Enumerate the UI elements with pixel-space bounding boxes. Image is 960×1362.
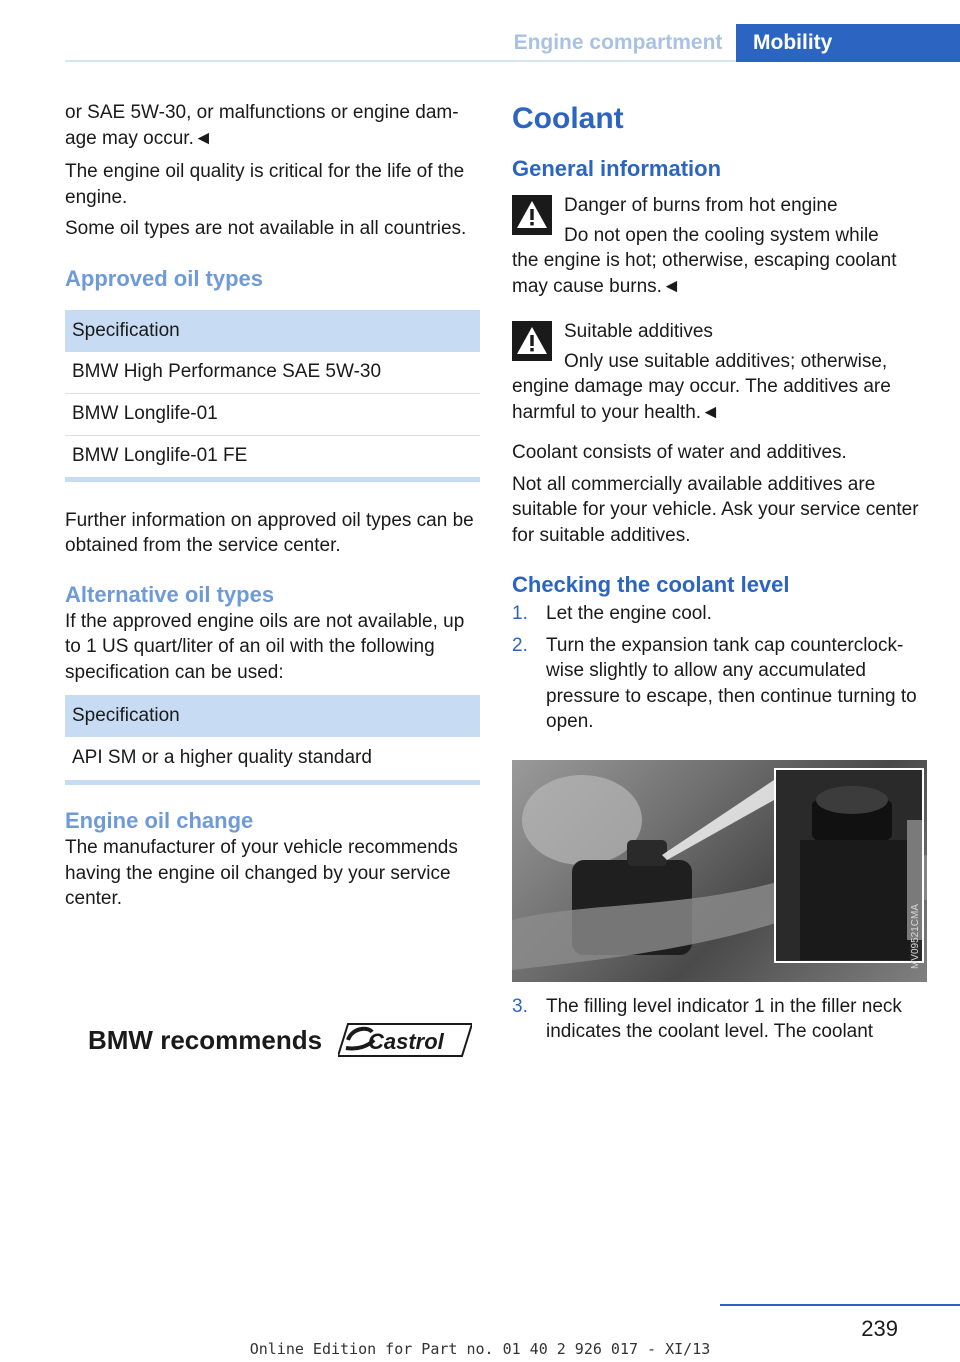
warning-text: engine damage may occur. The additives are harmful to your health.◄ xyxy=(512,376,891,423)
checking-coolant-heading: Checking the coolant level xyxy=(512,572,790,597)
table-end-rule xyxy=(65,780,480,785)
table-row: BMW Longlife-01 FE xyxy=(72,445,248,466)
castrol-brand-icon xyxy=(338,1022,472,1058)
table-header: Specification xyxy=(65,695,480,737)
warning-block xyxy=(512,319,927,425)
table-row: BMW Longlife-01 xyxy=(65,393,480,435)
castrol-brand-text: Castrol xyxy=(368,1029,444,1054)
list-item xyxy=(512,994,927,1045)
table-header: Specification xyxy=(65,310,480,352)
approved-oil-table xyxy=(65,310,480,477)
coolant-tank-photo xyxy=(512,760,927,982)
step-text: Let the engine cool. xyxy=(546,603,712,624)
paragraph: Further information on approved oil types can be obtained from the service center. xyxy=(65,509,474,556)
step-text: The filling level indicator 1 in the filler neck indicates the coolant level. The coolant xyxy=(546,995,902,1042)
approved-oil-heading: Approved oil types xyxy=(65,265,264,291)
photo-code: MV09521CMA xyxy=(910,904,921,970)
step-number: 2. xyxy=(512,634,528,656)
alternative-oil-table xyxy=(65,695,480,778)
warning-text: the engine is hot; otherwise, escaping coolant may cause burns.◄ xyxy=(512,250,897,297)
paragraph: Some oil types are not available in all countries. xyxy=(65,218,467,239)
alternative-oil-heading: Alternative oil types xyxy=(65,581,275,607)
general-information-heading: General information xyxy=(512,156,722,181)
warning-text: Only use suitable additives; otherwise, xyxy=(564,350,888,372)
warning-triangle-icon xyxy=(512,321,552,361)
steps-list xyxy=(512,601,927,735)
paragraph: The engine oil quality is critical for the life of the engine. xyxy=(65,161,465,208)
footer-rule xyxy=(720,1304,960,1306)
header-tab-mobility[interactable]: Mobility xyxy=(736,24,960,62)
warning-text: Do not open the cooling system while xyxy=(564,224,879,246)
page-number: 239 xyxy=(861,1316,898,1341)
step-text: Turn the expansion tank cap counterclockwise slightly to allow any accumulated pressure to escape, then continue turning to open. xyxy=(546,634,917,732)
warning-title: Danger of burns from hot engine xyxy=(564,195,838,216)
right-column xyxy=(512,101,927,1045)
table-row: API SM or a higher quality standard xyxy=(72,746,372,768)
step-number: 3. xyxy=(512,995,528,1017)
edition-footer: Online Edition for Part no. 01 40 2 926 017 - XI/13 xyxy=(249,1340,711,1358)
table-end-rule xyxy=(65,477,480,482)
left-column xyxy=(65,100,480,912)
logo-text: BMW recommends xyxy=(88,1024,323,1055)
paragraph: If the approved engine oils are not available, up to 1 US quart/liter of an oil with the following specification can be used: xyxy=(65,610,465,683)
paragraph: or SAE 5W-30, or malfunctions or engine damage may occur.◄ xyxy=(65,102,459,149)
photo-drawing xyxy=(512,760,927,982)
paragraph: Not all commercially available additives are suitable for your vehicle. Ask your service center for suitable additives. xyxy=(512,473,919,546)
warning-block xyxy=(512,193,927,299)
header-section-title: Engine compartment xyxy=(513,31,723,54)
engine-oil-change-heading: Engine oil change xyxy=(65,808,254,833)
paragraph: Coolant consists of water and additives. xyxy=(512,442,847,463)
table-row: BMW High Performance SAE 5W-30 xyxy=(65,352,480,394)
paragraph: The manufacturer of your vehicle recommends having the engine oil changed by your service center. xyxy=(65,837,458,909)
warning-triangle-icon xyxy=(512,195,552,235)
coolant-title: Coolant xyxy=(512,102,624,135)
steps-list-continued xyxy=(512,994,927,1045)
castrol-logo xyxy=(88,1022,472,1058)
list-item xyxy=(512,601,927,627)
warning-title: Suitable additives xyxy=(564,321,713,342)
list-item xyxy=(512,633,927,735)
step-number: 1. xyxy=(512,603,528,624)
